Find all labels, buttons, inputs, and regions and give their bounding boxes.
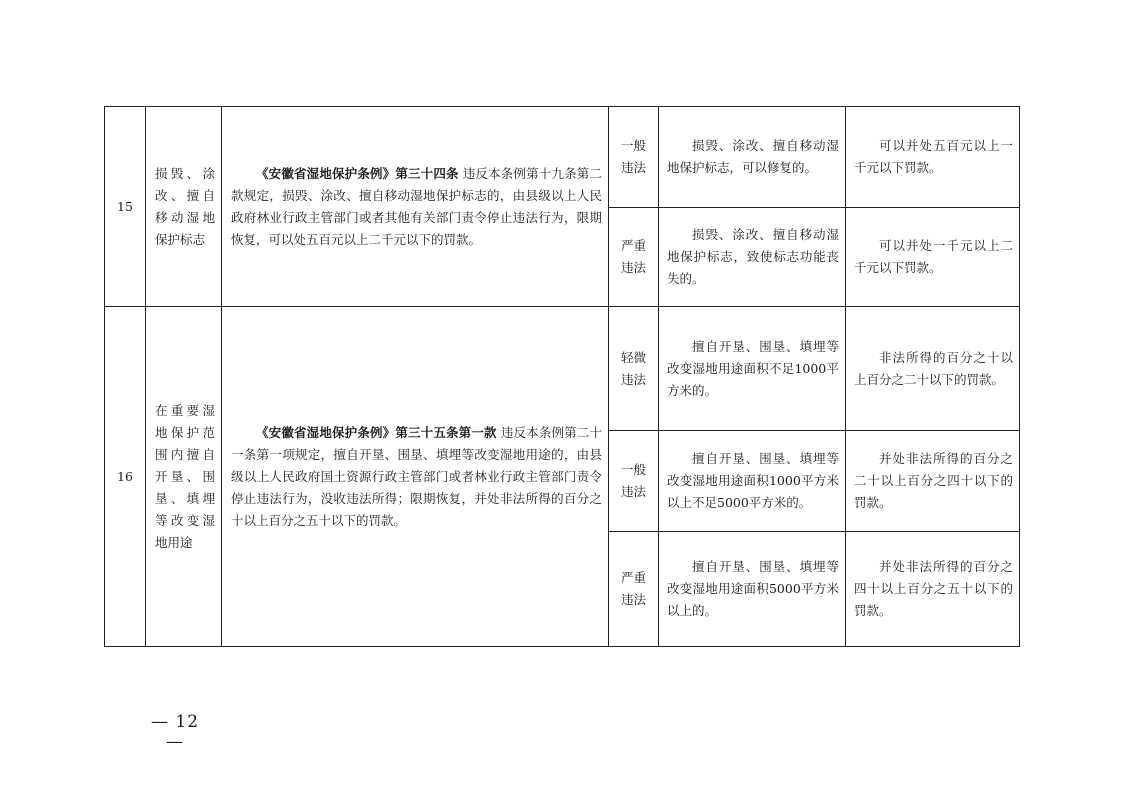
table-row [105,107,1020,208]
violation-item: 损毁、涂改、擅自移动湿地保护标志 [146,107,222,307]
violation-circumstance: 擅自开垦、围垦、填埋等改变湿地用途面积不足1000平方米的。 [659,307,846,431]
violation-circumstance: 损毁、涂改、擅自移动湿地保护标志，可以修复的。 [659,107,846,208]
row-number: 16 [105,307,146,647]
violation-degree: 轻微违法 [609,307,659,431]
violation-degree: 严重违法 [609,208,659,307]
penalty-standard: 可以并处五百元以上一千元以下罚款。 [846,107,1020,208]
legal-basis [222,307,609,647]
row-number: 15 [105,107,146,307]
violation-circumstance: 损毁、涂改、擅自移动湿地保护标志，致使标志功能丧失的。 [659,208,846,307]
penalty-standards-table [104,106,1020,647]
basis-text: 违反本条例第二十一条第一项规定，擅自开垦、围垦、填埋等改变湿地用途的，由县级以上人民政府国土资源行政主管部门或者林业行政主管部门责令停止违法行为，没收违法所得；限期恢复，并处非法所得的百分之十以上百分之五十以下的罚款。 [231,424,602,528]
table-row [105,307,1020,431]
violation-circumstance: 擅自开垦、围垦、填埋等改变湿地用途面积1000平方米以上不足5000平方米的。 [659,431,846,532]
penalty-standard: 可以并处一千元以上二千元以下罚款。 [846,208,1020,307]
penalty-standard: 并处非法所得的百分之二十以上百分之四十以下的罚款。 [846,431,1020,532]
legal-basis [222,107,609,307]
penalty-standard: 并处非法所得的百分之四十以上百分之五十以下的罚款。 [846,532,1020,647]
violation-degree: 严重违法 [609,532,659,647]
basis-reference: 《安徽省湿地保护条例》第三十五条第一款 [256,424,497,440]
violation-circumstance: 擅自开垦、围垦、填埋等改变湿地用途面积5000平方米以上的。 [659,532,846,647]
violation-degree: 一般违法 [609,107,659,208]
basis-text: 违反本条例第十九条第二款规定，损毁、涂改、擅自移动湿地保护标志的，由县级以上人民政府林业行政主管部门或者其他有关部门责令停止违法行为，限期恢复，可以处五百元以上二千元以下的罚款。 [231,165,602,247]
violation-item: 在重要湿地保护范围内擅自开垦、围垦、填埋等改变湿地用途 [146,307,222,647]
page-number: — 12 — [150,712,200,752]
penalty-standard: 非法所得的百分之十以上百分之二十以下的罚款。 [846,307,1020,431]
basis-reference: 《安徽省湿地保护条例》第三十四条 [256,165,459,181]
violation-degree: 一般违法 [609,431,659,532]
